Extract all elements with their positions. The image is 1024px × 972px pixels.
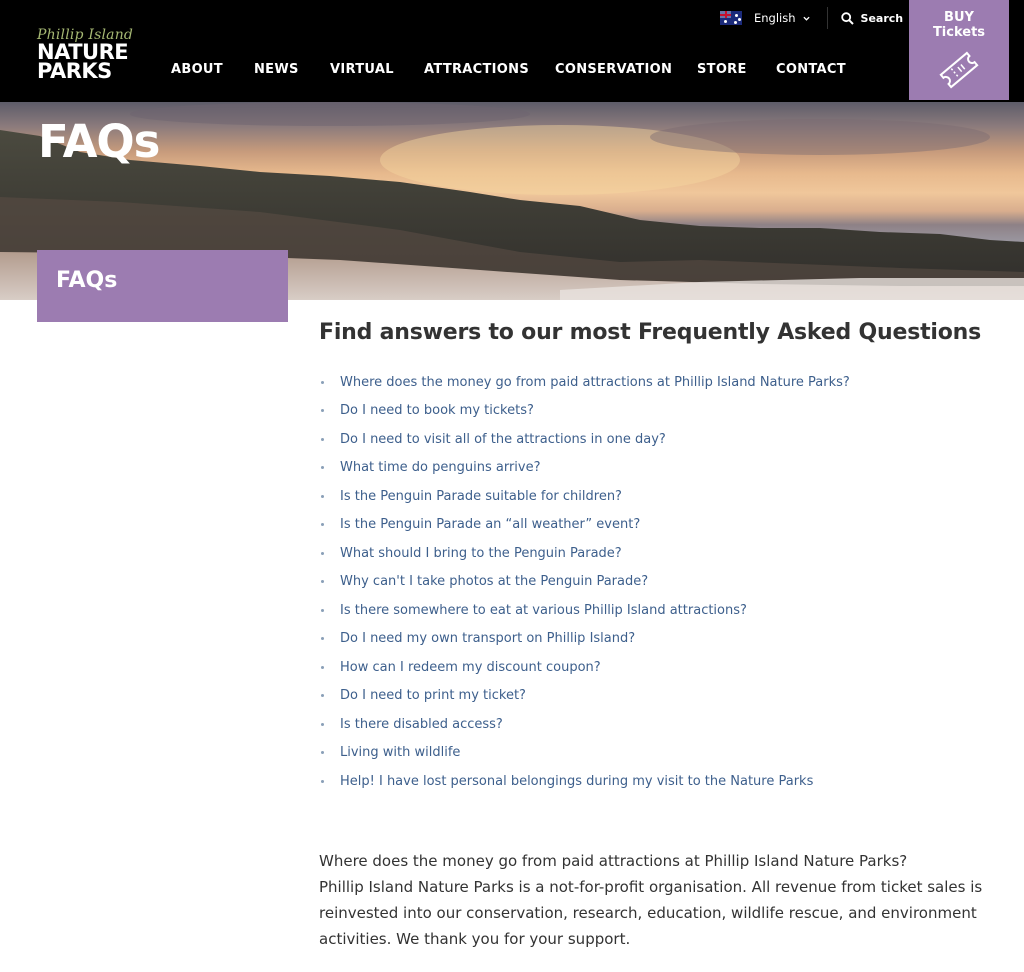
faq-link[interactable]: Do I need to visit all of the attractions in one day? <box>340 431 666 447</box>
faq-link[interactable]: Is the Penguin Parade suitable for children? <box>340 488 622 504</box>
list-item <box>320 739 1010 768</box>
list-item <box>320 710 1010 739</box>
bullet-icon <box>321 609 324 612</box>
sidebar-title: FAQs <box>56 268 118 293</box>
language-label: English <box>754 11 796 25</box>
faq-question-list <box>320 368 1010 796</box>
nav-about[interactable]: ABOUT <box>171 62 223 77</box>
search-icon <box>841 12 854 25</box>
list-item <box>320 568 1010 597</box>
faq-link[interactable]: Do I need to book my tickets? <box>340 403 534 419</box>
logo-line2: PARKS <box>37 59 112 83</box>
nav-virtual[interactable]: VIRTUAL <box>330 62 394 77</box>
nav-store[interactable]: STORE <box>697 62 747 77</box>
bullet-icon <box>321 438 324 441</box>
list-item <box>320 653 1010 682</box>
bullet-icon <box>321 495 324 498</box>
list-item <box>320 425 1010 454</box>
faq-link[interactable]: Living with wildlife <box>340 745 461 761</box>
faq-link[interactable]: Why can't I take photos at the Penguin Parade? <box>340 574 649 590</box>
list-item <box>320 454 1010 483</box>
hero-title: FAQs <box>38 115 160 168</box>
bullet-icon <box>321 780 324 783</box>
page-heading: Find answers to our most Frequently Asked Questions <box>319 320 982 345</box>
list-item <box>320 482 1010 511</box>
faq-link[interactable]: Where does the money go from paid attractions at Phillip Island Nature Parks? <box>340 374 850 390</box>
australia-flag-icon[interactable] <box>720 11 742 25</box>
logo-line1: NATURE <box>37 40 129 64</box>
tickets-label: Tickets <box>932 25 986 40</box>
site-logo[interactable] <box>37 27 147 81</box>
faq-link[interactable]: Do I need my own transport on Phillip Island? <box>340 631 636 647</box>
nav-conservation[interactable]: CONSERVATION <box>555 62 673 77</box>
bullet-icon <box>321 381 324 384</box>
buy-tickets-button[interactable] <box>909 0 1009 100</box>
bullet-icon <box>321 552 324 555</box>
bullet-icon <box>321 666 324 669</box>
bullet-icon <box>321 409 324 412</box>
bullet-icon <box>321 751 324 754</box>
faq-link[interactable]: What time do penguins arrive? <box>340 460 541 476</box>
bullet-icon <box>321 723 324 726</box>
list-item <box>320 682 1010 711</box>
list-item <box>320 596 1010 625</box>
nav-attractions[interactable]: ATTRACTIONS <box>424 62 529 77</box>
faq-link[interactable]: What should I bring to the Penguin Parade? <box>340 545 622 561</box>
bullet-icon <box>321 466 324 469</box>
nav-news[interactable]: NEWS <box>254 62 299 77</box>
list-item <box>320 539 1010 568</box>
utility-bar <box>720 8 903 28</box>
language-selector[interactable] <box>754 11 810 25</box>
buy-label: BUY <box>944 10 974 25</box>
nav-contact[interactable]: CONTACT <box>776 62 846 77</box>
faq-link[interactable]: Is there disabled access? <box>340 716 503 732</box>
bullet-icon <box>321 523 324 526</box>
chevron-down-icon <box>803 15 810 22</box>
search-button[interactable] <box>841 12 904 25</box>
answer-body: Phillip Island Nature Parks is a not-for-profit organisation. All revenue from ticket sales is reinvested into our conservation, research, education, wildlife rescue, and environment activities. We thank you for your support. <box>319 878 983 948</box>
list-item <box>320 511 1010 540</box>
faq-link[interactable]: Help! I have lost personal belongings during my visit to the Nature Parks <box>340 773 814 789</box>
faq-answer-section <box>319 848 1014 952</box>
logo-script-text: Phillip Island <box>37 27 134 43</box>
answer-question: Where does the money go from paid attractions at Phillip Island Nature Parks? <box>319 852 908 870</box>
sidebar-title-box <box>37 250 288 322</box>
faq-link[interactable]: Is the Penguin Parade an “all weather” event? <box>340 517 641 533</box>
list-item <box>320 368 1010 397</box>
list-item <box>320 397 1010 426</box>
faq-link[interactable]: Is there somewhere to eat at various Phillip Island attractions? <box>340 602 747 618</box>
bullet-icon <box>321 637 324 640</box>
list-item <box>320 767 1010 796</box>
bullet-icon <box>321 580 324 583</box>
list-item <box>320 625 1010 654</box>
search-label: Search <box>860 11 904 25</box>
ticket-icon <box>934 47 984 93</box>
bullet-icon <box>321 694 324 697</box>
site-header <box>0 0 1024 102</box>
faq-link[interactable]: How can I redeem my discount coupon? <box>340 659 601 675</box>
utility-divider <box>827 7 828 29</box>
faq-link[interactable]: Do I need to print my ticket? <box>340 688 526 704</box>
